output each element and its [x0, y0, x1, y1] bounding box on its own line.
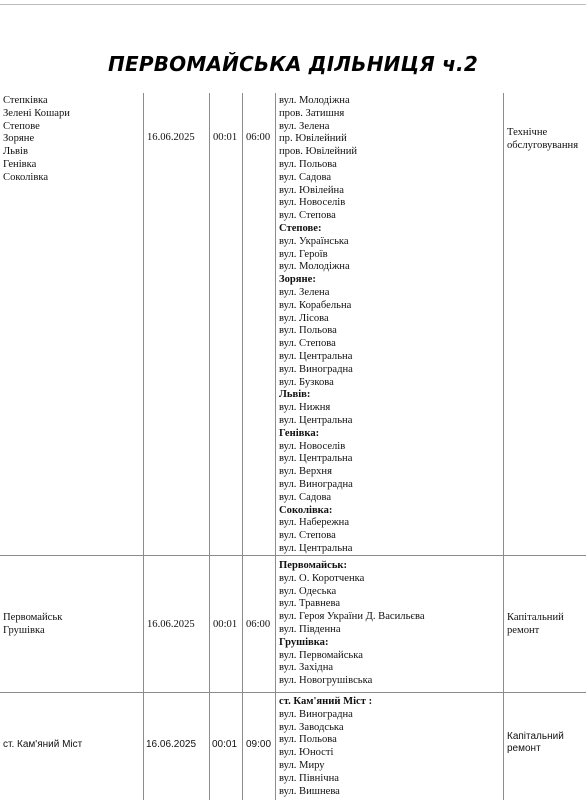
date-cell: 16.06.2025 [146, 739, 197, 750]
localities-cell [3, 612, 62, 638]
street-item: вул. Степова [279, 530, 336, 542]
street-item: вул. Верхня [279, 466, 332, 478]
street-item: вул. Бузкова [279, 376, 334, 388]
col-divider [242, 93, 243, 800]
street-item: вул. Центральна [279, 350, 353, 362]
end-time-cell: 06:00 [246, 619, 271, 630]
street-item: вул. Виноградна [279, 363, 353, 375]
locality-name: Зелені Кошари [3, 107, 70, 119]
street-item: вул. Нижня [279, 402, 331, 414]
street-item: вул. Новогрушівська [279, 675, 373, 687]
street-item: пров. Затишня [279, 107, 345, 119]
streets-cell [279, 560, 425, 688]
start-time-cell: 00:01 [213, 132, 238, 143]
street-item: вул. Вишнева [279, 785, 340, 797]
street-item: вул. Польова [279, 325, 337, 337]
street-item: пров. Ювілейний [279, 146, 358, 158]
street-item: вул. Польова [279, 734, 337, 746]
locality-name: Львів [3, 146, 28, 158]
street-item: вул. Степова [279, 338, 336, 350]
date-cell: 16.06.2025 [147, 132, 195, 143]
locality-name: Зоряне [3, 133, 35, 145]
street-item: вул. Героя України Д. Васильєва [279, 611, 425, 623]
end-time-cell: 06:00 [246, 132, 271, 143]
locality-heading: Зоряне: [279, 274, 316, 286]
streets-cell [279, 696, 372, 798]
locality-name: Степківка [3, 95, 48, 106]
street-item: вул. Героїв [279, 248, 328, 260]
col-divider [209, 93, 210, 800]
col-divider [143, 93, 144, 800]
street-item: вул. Степова [279, 210, 336, 222]
street-item: пр. Ювілейний [279, 133, 347, 145]
locality-name: Генівка [3, 158, 37, 170]
end-time-cell: 09:00 [246, 739, 272, 750]
street-item: вул. Корабельна [279, 299, 352, 311]
locality-heading: Соколівка: [279, 504, 333, 516]
street-item: вул. Центральна [279, 414, 353, 426]
top-rule [0, 4, 586, 5]
street-item: вул. Одеська [279, 585, 337, 597]
start-time-cell: 00:01 [212, 739, 238, 750]
street-item: вул. Польова [279, 158, 337, 170]
street-item: вул. Зелена [279, 286, 330, 298]
locality-name: Грушівка [3, 624, 45, 636]
locality-name: ст. Кам'яний Міст [3, 739, 83, 750]
street-item: вул. Північна [279, 772, 339, 784]
street-item: вул. Західна [279, 662, 334, 674]
date-cell: 16.06.2025 [147, 619, 195, 630]
street-item: вул. Миру [279, 759, 325, 771]
street-item: вул. Виноградна [279, 708, 353, 720]
street-item: вул. Юності [279, 747, 334, 759]
locality-heading: Львів: [279, 389, 311, 401]
street-item: вул. Первомайська [279, 649, 363, 661]
street-item: вул. Новоселів [279, 197, 346, 209]
page-title: ПЕРВОМАЙСЬКА ДІЛЬНИЦЯ ч.2 [108, 52, 478, 76]
street-item: вул. Зелена [279, 120, 330, 132]
street-item: вул. Лісова [279, 312, 329, 324]
street-item: вул. Садова [279, 491, 332, 503]
street-item: вул. Новоселів [279, 440, 346, 452]
street-item: вул. О. Коротченка [279, 572, 365, 584]
locality-name: Первомайськ [3, 612, 63, 623]
col-divider [503, 93, 504, 800]
locality-heading: Грушівка: [279, 636, 329, 648]
street-item: вул. Заводська [279, 721, 344, 733]
streets-cell [279, 95, 357, 556]
work-type-cell: Капітальний ремонт [507, 612, 564, 636]
localities-cell [3, 95, 70, 185]
start-time-cell: 00:01 [213, 619, 238, 630]
locality-heading: Первомайськ: [279, 560, 348, 571]
street-item: вул. Набережна [279, 517, 350, 529]
street-item: вул. Центральна [279, 453, 353, 465]
work-type-cell: Капітальний ремонт [507, 731, 564, 755]
street-item: вул. Ювілейна [279, 184, 344, 196]
col-divider [275, 93, 276, 800]
street-item: вул. Молодіжна [279, 261, 350, 273]
locality-name: Соколівка [3, 171, 49, 183]
locality-name: Степове [3, 120, 40, 132]
street-item: вул. Садова [279, 171, 332, 183]
street-item: вул. Травнева [279, 598, 341, 610]
street-item: вул. Виноградна [279, 478, 353, 490]
row-divider [0, 692, 586, 693]
street-item: вул. Молодіжна [279, 95, 350, 106]
street-item: вул. Південна [279, 623, 341, 635]
street-item: вул. Центральна [279, 542, 353, 554]
locality-heading: Степове: [279, 222, 322, 234]
locality-heading: Генівка: [279, 427, 320, 439]
locality-heading: ст. Кам'яний Міст : [279, 696, 373, 707]
street-item: вул. Українська [279, 235, 349, 247]
work-type-cell: Технічне обслуговування [507, 127, 579, 151]
